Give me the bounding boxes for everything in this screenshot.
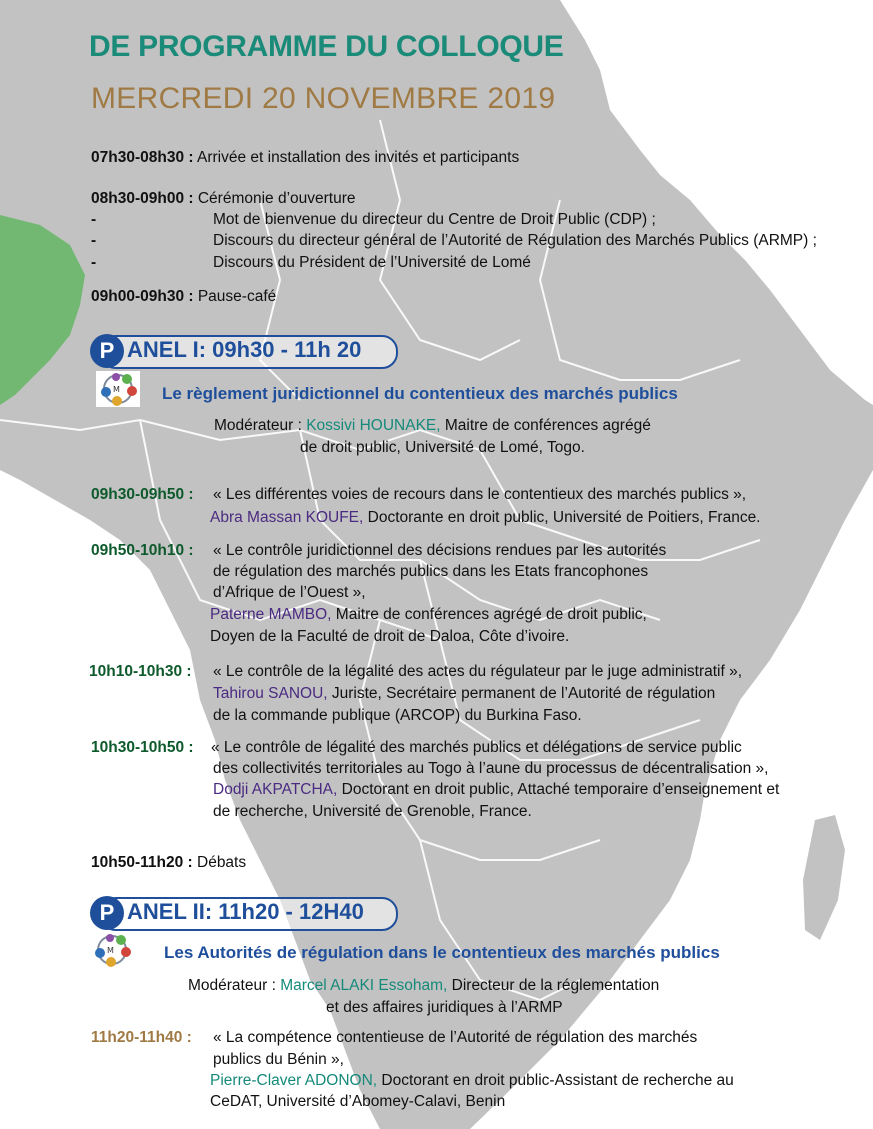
panel-1-moderator [214,415,651,436]
moderator-name: Kossivi HOUNAKE, [306,417,441,434]
speaker-affiliation: CeDAT, Université d’Abomey-Calavi, Benin [210,1093,506,1110]
talk-speaker-line [210,1070,734,1091]
panel-1-p-badge: P [90,334,124,368]
talk-time: 09h30-09h50 : [91,486,194,503]
schedule-item-debate [91,852,246,873]
talk-time: 10h10-10h30 : [89,663,192,680]
page-title: DE PROGRAMME DU COLLOQUE [89,30,564,63]
schedule-text: Pause-café [197,288,277,305]
talk-time: 10h30-10h50 : [91,739,194,756]
speaker-affiliation: Doctorant en droit public, Attaché temporaire d’enseignement et [341,781,780,798]
talk-time: 09h50-10h10 : [91,542,194,559]
list-dash: - [91,254,97,271]
moderator-label: Modérateur : [214,417,302,434]
speaker-affiliation: Juriste, Secrétaire permanent de l’Autorité de régulation [331,685,716,702]
talk-speaker-line [210,604,647,625]
talk-title: d’Afrique de l’Ouest », [213,584,366,601]
list-dash: - [91,211,97,228]
talk-title: « La compétence contentieuse de l’Autorité de régulation des marchés [213,1029,698,1046]
schedule-item-arrival [91,147,519,168]
time-label: 10h50-11h20 : [91,854,193,871]
talk-title: des collectivités territoriales au Togo à l’aune du processus de décentralisation », [213,760,769,777]
time-label: 07h30-08h30 : [91,149,194,166]
moderator-role: Directeur de la réglementation [451,977,660,994]
opening-item: Discours du Président de l’Université de Lomé [213,254,531,271]
panel-1-label: ANEL I: 09h30 - 11h 20 [127,337,362,362]
talk-speaker-line [213,779,779,800]
speaker-name: Tahirou SANOU, [213,685,328,702]
moderator-role: Maitre de conférences agrégé [444,417,651,434]
panel-1-session-title: Le règlement juridictionnel du contentieux des marchés publics [162,384,678,403]
speaker-affiliation: de recherche, Université de Grenoble, France. [213,803,532,820]
talk-speaker-line [210,507,761,528]
moderator-name: Marcel ALAKI Essoham, [280,977,448,994]
schedule-text: Débats [197,854,247,871]
speaker-affiliation: Doyen de la Faculté de droit de Daloa, Côte d’ivoire. [210,628,570,645]
talk-time: 11h20-11h40 : [91,1029,192,1046]
speaker-affiliation: Maitre de conférences agrégé de droit public, [335,606,647,623]
schedule-text: Cérémonie d’ouverture [197,190,356,207]
speaker-name: Paterne MAMBO, [210,606,332,623]
time-label: 09h00-09h30 : [91,288,194,305]
panel-2-p-badge: P [90,896,124,930]
talk-title: « Le contrôle juridictionnel des décisions rendues par les autorités [213,542,667,559]
moderator-role-line-2: de droit public, Université de Lomé, Togo. [300,439,585,456]
opening-item: Discours du directeur général de l’Autorité de Régulation des Marchés Publics (ARMP) ; [213,232,817,249]
talk-speaker-line [213,683,715,704]
speaker-name: Abra Massan KOUFE, [210,509,364,526]
moderator-role-line-2: et des affaires juridiques à l’ARMP [326,999,563,1016]
colloquium-logo-icon [96,371,140,407]
talk-title: « Le contrôle de la légalité des actes du régulateur par le juge administratif », [213,663,743,680]
speaker-name: Dodji AKPATCHA, [213,781,338,798]
schedule-text: Arrivée et installation des invités et participants [196,149,520,166]
opening-item: Mot de bienvenue du directeur du Centre de Droit Public (CDP) ; [213,211,656,228]
list-dash: - [91,232,97,249]
panel-2-session-title: Les Autorités de régulation dans le contentieux des marchés publics [164,943,720,962]
panel-2-moderator [188,975,659,996]
speaker-affiliation: de la commande publique (ARCOP) du Burkina Faso. [213,707,582,724]
talk-title: « Le contrôle de légalité des marchés publics et délégations de service public [211,739,742,756]
panel-2-label: ANEL II: 11h20 - 12H40 [127,899,364,924]
talk-title: de régulation des marchés publics dans les Etats francophones [213,563,649,580]
svg-text:M: M [113,385,120,394]
colloquium-logo-icon [90,932,134,968]
speaker-affiliation: Doctorante en droit public, Université de Poitiers, France. [367,509,761,526]
svg-text:M: M [107,946,114,955]
talk-title: « Les différentes voies de recours dans le contentieux des marchés publics », [213,486,747,503]
speaker-affiliation: Doctorant en droit public-Assistant de recherche au [381,1072,734,1089]
moderator-label: Modérateur : [188,977,276,994]
schedule-item-opening [91,188,356,209]
page-date: MERCREDI 20 NOVEMBRE 2019 [91,82,556,115]
time-label: 08h30-09h00 : [91,190,194,207]
talk-title: publics du Bénin », [213,1051,344,1068]
speaker-name: Pierre-Claver ADONON, [210,1072,378,1089]
schedule-item-break [91,286,276,307]
